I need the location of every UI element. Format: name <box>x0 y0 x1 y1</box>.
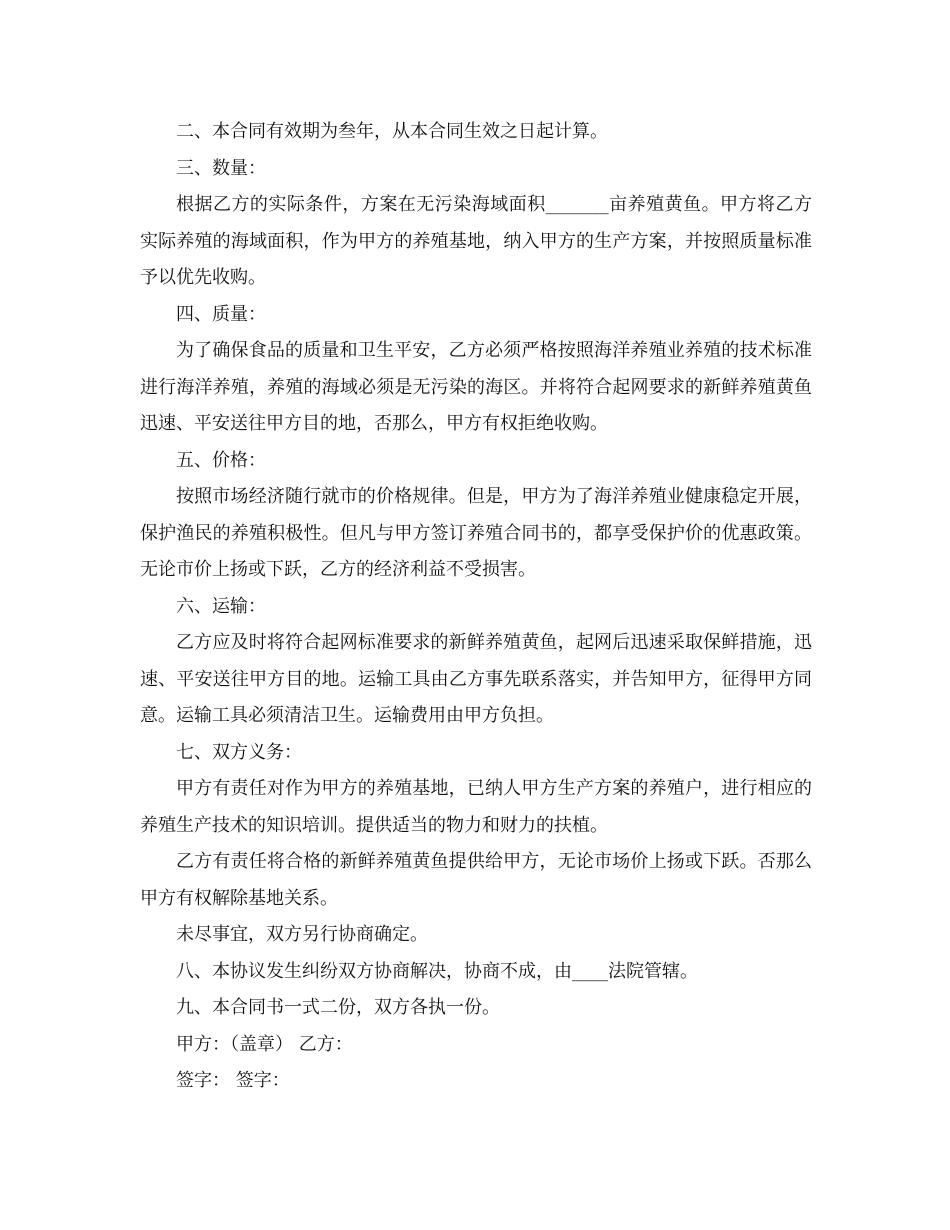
paragraph-obligation-party-a: 甲方有责任对作为甲方的养殖基地，已纳人甲方生产方案的养殖户，进行相应的养殖生产技术的知识培训。提供适当的物力和财力的扶植。 <box>140 778 812 836</box>
clause-validity: 二、本合同有效期为叁年，从本合同生效之日起计算。 <box>176 121 608 142</box>
section-heading-quality: 四、质量： <box>176 303 266 325</box>
paragraph-transport: 乙方应及时将符合起网标准要求的新鲜养殖黄鱼，起网后迅速采取保鲜措施，迅速、平安送往甲方目的地。运输工具由乙方事先联系落实，并告知甲方，征得甲方同意。运输工具必须清洁卫生。运输费用由甲方负担。 <box>140 632 812 726</box>
section-heading-transport: 六、运输： <box>176 595 266 617</box>
paragraph-obligation-party-b: 乙方有责任将合格的新鲜养殖黄鱼提供给甲方，无论市场价上扬或下跃。否那么甲方有权解除基地关系。 <box>140 851 812 909</box>
clause-dispute: 八、本协议发生纠纷双方协商解决，协商不成，由____法院管辖。 <box>176 960 698 982</box>
section-heading-price: 五、价格： <box>176 449 266 471</box>
paragraph-price: 按照市场经济随行就市的价格规律。但是，甲方为了海洋养殖业健康稳定开展，保护渔民的养殖积极性。但凡与甲方签订养殖合同书的，都享受保护价的优惠政策。无论市价上扬或下跃，乙方的经济利益不受损害。 <box>140 486 812 580</box>
paragraph-other-matters: 未尽事宜，双方另行协商确定。 <box>176 924 428 945</box>
clause-copies: 九、本合同书一式二份，双方各执一份。 <box>176 997 500 1018</box>
signature-parties-line: 甲方：（盖章） 乙方： <box>176 1033 353 1055</box>
document-page <box>140 114 812 1100</box>
signature-line: 签字： 签字： <box>176 1070 290 1091</box>
section-heading-quantity: 三、数量： <box>176 157 266 179</box>
section-heading-obligations: 七、双方义务： <box>176 741 302 763</box>
paragraph-quantity: 根据乙方的实际条件，方案在无污染海域面积_______亩养殖黄鱼。甲方将乙方实际养殖的海域面积，作为甲方的养殖基地，纳入甲方的生产方案，并按照质量标准予以优先收购。 <box>140 194 812 288</box>
paragraph-quality: 为了确保食品的质量和卫生平安，乙方必须严格按照海洋养殖业养殖的技术标准进行海洋养殖，养殖的海域必须是无污染的海区。并将符合起网要求的新鲜养殖黄鱼迅速、平安送往甲方目的地，否那么，甲方有权拒绝收购。 <box>140 340 812 434</box>
